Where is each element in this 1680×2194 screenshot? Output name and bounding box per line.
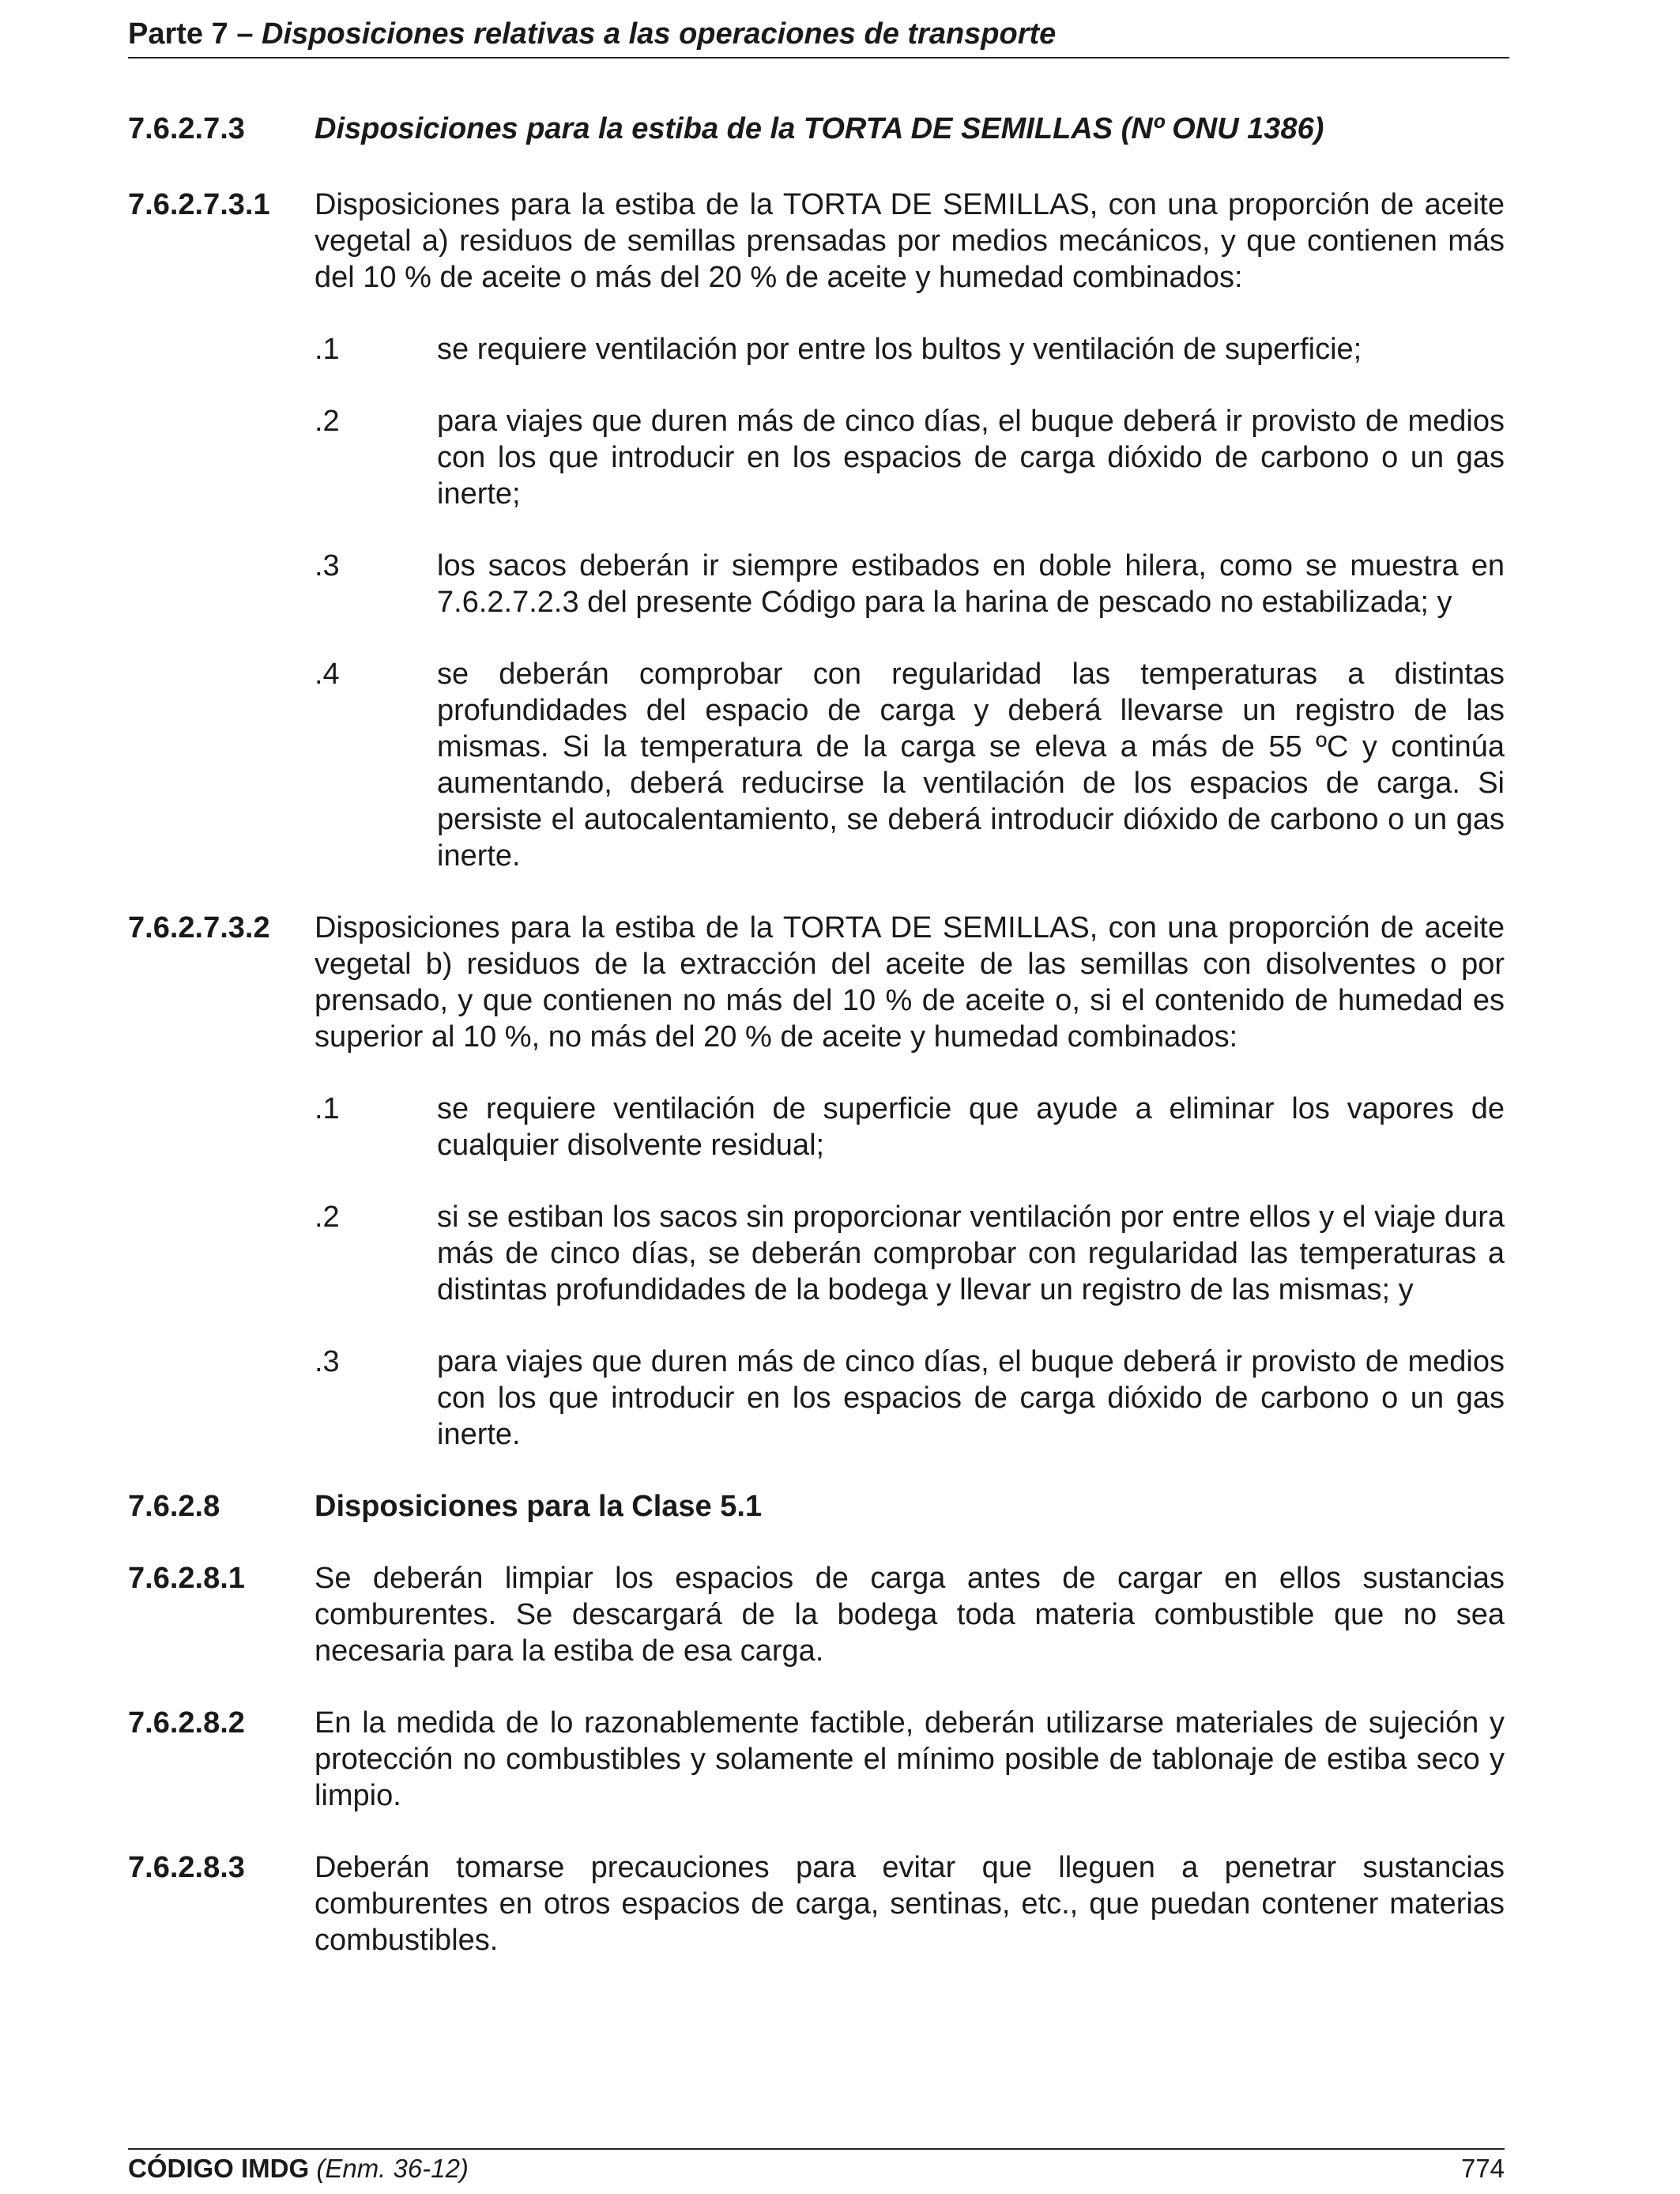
- header-title: Disposiciones relativas a las operaciones de transporte: [262, 17, 1057, 51]
- list-item: [315, 1091, 1505, 1163]
- section-text: En la medida de lo razonablemente factible, deberán utilizarse materiales de sujeción y protección no combustibles y solamente el mínimo posible de tablonaje de estiba seco y limpio.: [315, 1706, 1505, 1812]
- list-item-text: para viajes que duren más de cinco días, el buque deberá ir provisto de medios con los que introducir en los espacios de carga dióxido de carbono o un gas inerte;: [437, 405, 1505, 511]
- document-body: [128, 111, 1505, 1958]
- header-dash: –: [236, 17, 254, 51]
- section-number: 7.6.2.8.2: [128, 1706, 245, 1740]
- section-number: 7.6.2.8.3: [128, 1851, 245, 1884]
- section-text: Deberán tomarse precauciones para evitar que lleguen a penetrar sustancias comburentes en otros espacios de carga, sentinas, etc., que puedan contener materias combustibles.: [315, 1851, 1505, 1957]
- running-footer: [128, 2148, 1505, 2189]
- list-item-text: se requiere ventilación de superficie que ayude a eliminar los vapores de cualquier disolvente residual;: [437, 1092, 1505, 1162]
- list-marker: .3: [315, 549, 340, 582]
- list-marker: .2: [315, 1201, 340, 1234]
- section-title: Disposiciones para la Clase 5.1: [315, 1490, 763, 1523]
- section-paragraph: [128, 1560, 1505, 1669]
- list-item-text: se requiere ventilación por entre los bultos y ventilación de superficie;: [437, 333, 1362, 366]
- section-number: 7.6.2.7.3.1: [128, 188, 270, 221]
- list-marker: .3: [315, 1345, 340, 1378]
- section-number: 7.6.2.7.3.2: [128, 911, 270, 944]
- section-text: Se deberán limpiar los espacios de carga antes de cargar en ellos sustancias comburentes. Se descargará de la bodega toda materia combustible que no sea necesaria para la estiba de esa carga.: [315, 1562, 1505, 1668]
- list-item: [315, 403, 1505, 512]
- section-paragraph: [128, 1849, 1505, 1958]
- list-item-text: se deberán comprobar con regularidad las temperaturas a distintas profundidades del espacio de carga y deberá llevarse un registro de las mismas. Si la temperatura de la carga se eleva a más de 55 ºC y continúa aumentando, deberá reducirse la ventilación de los espacios de carga. Si persiste el autocalentamiento, se deberá introducir dióxido de carbono o un gas inerte.: [437, 658, 1505, 873]
- section-number: 7.6.2.8: [128, 1490, 220, 1523]
- list-item-text: para viajes que duren más de cinco días, el buque deberá ir provisto de medios con los que introducir en los espacios de carga dióxido de carbono o un gas inerte.: [437, 1345, 1505, 1451]
- list-item: [315, 656, 1505, 874]
- footer-left: [128, 2150, 469, 2189]
- section-paragraph: [128, 910, 1505, 1055]
- list-marker: .1: [315, 1092, 340, 1125]
- section-number: 7.6.2.7.3: [128, 112, 245, 145]
- section-heading: [128, 1488, 1505, 1525]
- list-marker: .2: [315, 405, 340, 438]
- section-number: 7.6.2.8.1: [128, 1562, 245, 1595]
- section-paragraph: [128, 1705, 1505, 1814]
- running-header: [128, 11, 1509, 58]
- list-item-text: si se estiban los sacos sin proporcionar ventilación por entre ellos y el viaje dura más de cinco días, se deberán comprobar con regularidad las temperaturas a distintas profundidades de la bodega y llevar un registro de las mismas; y: [437, 1201, 1505, 1306]
- section-title: Disposiciones para la estiba de la TORTA DE SEMILLAS (Nº ONU 1386): [315, 112, 1324, 145]
- list-item: [315, 1199, 1505, 1308]
- footer-code: CÓDIGO IMDG: [128, 2154, 310, 2183]
- list-item: [315, 331, 1505, 368]
- list-item: [315, 548, 1505, 620]
- list-marker: .1: [315, 333, 340, 366]
- header-part: Parte 7: [128, 17, 228, 51]
- section-text: Disposiciones para la estiba de la TORTA DE SEMILLAS, con una proporción de aceite vegetal b) residuos de la extracción del aceite de las semillas con disolventes o por prensado, y que contienen no más del 10 % de aceite o, si el contenido de humedad es superior al 10 %, no más del 20 % de aceite y humedad combinados:: [315, 911, 1505, 1054]
- page-number: 774: [1460, 2154, 1505, 2183]
- section-paragraph: [128, 187, 1505, 296]
- section-text: Disposiciones para la estiba de la TORTA DE SEMILLAS, con una proporción de aceite vegetal a) residuos de semillas prensadas por medios mecánicos, y que contienen más del 10 % de aceite o más del 20 % de aceite y humedad combinados:: [315, 188, 1505, 294]
- list-marker: .4: [315, 658, 340, 691]
- footer-amendment: (Enm. 36-12): [316, 2154, 469, 2183]
- section-heading: [128, 111, 1505, 147]
- list-item: [315, 1344, 1505, 1453]
- list-item-text: los sacos deberán ir siempre estibados en doble hilera, como se muestra en 7.6.2.7.2.3 del presente Código para la harina de pescado no estabilizada; y: [437, 549, 1505, 619]
